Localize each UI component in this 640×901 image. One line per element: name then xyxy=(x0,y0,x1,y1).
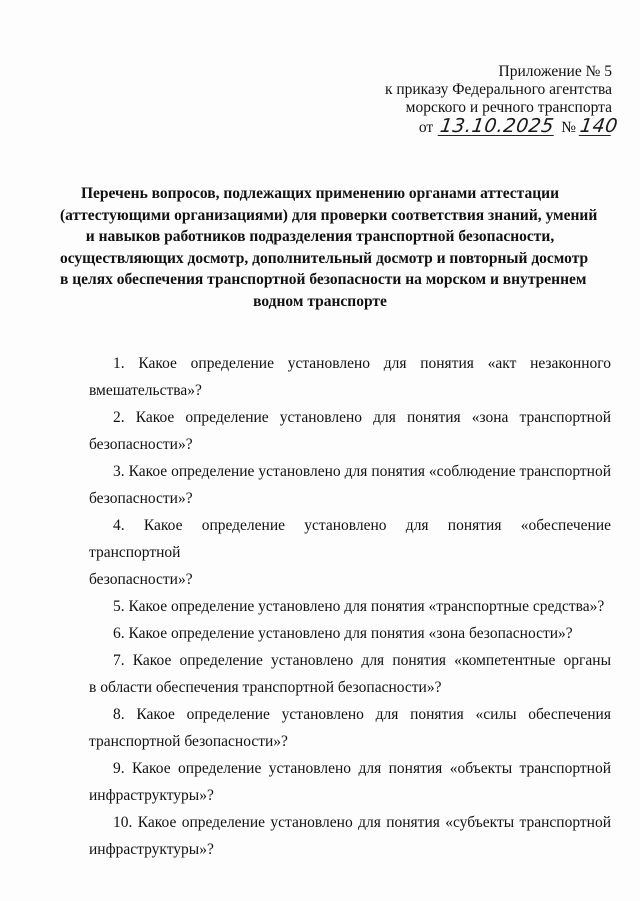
document-title xyxy=(60,183,598,312)
title-line: и навыков работников подразделения транспортной безопасности, xyxy=(85,228,555,245)
appendix-agency: морского и речного транспорта xyxy=(405,99,612,116)
question-text-continued: безопасности»? xyxy=(89,436,193,453)
appendix-header xyxy=(384,63,620,137)
question-text-continued: инфраструктуры»? xyxy=(89,841,214,858)
question-text-continued: вмешательства»? xyxy=(89,382,202,399)
question-text: 3. Какое определение установлено для понятия «соблюдение транспортной xyxy=(113,463,611,480)
question-text-continued: транспортной безопасности»? xyxy=(89,733,288,750)
question-item xyxy=(89,350,611,404)
appendix-order-ref: к приказу Федерального агентства xyxy=(384,81,612,98)
title-line: водном транспорте xyxy=(253,292,387,310)
order-date: 13.10.2025 xyxy=(438,115,556,137)
question-text-continued: безопасности»? xyxy=(89,571,193,588)
questions-list xyxy=(89,350,611,863)
question-item xyxy=(89,647,611,701)
question-text: 1. Какое определение установлено для понятия «акт незаконного xyxy=(113,355,611,372)
title-line: в целях обеспечения транспортной безопасности на морском и внутреннем xyxy=(60,271,587,288)
order-number-label: № xyxy=(561,119,576,136)
question-text-continued: в области обеспечения транспортной безопасности»? xyxy=(89,679,442,696)
question-item xyxy=(89,458,611,512)
question-text: 4. Какое определение установлено для понятия «обеспечение транспортной xyxy=(89,517,611,561)
question-text: 10. Какое определение установлено для понятия «субъекты транспортной xyxy=(113,814,611,831)
question-text: 9. Какое определение установлено для понятия «объекты транспортной xyxy=(113,760,611,777)
question-text-continued: инфраструктуры»? xyxy=(89,787,214,804)
order-from-label: от xyxy=(418,119,434,136)
question-item xyxy=(89,404,611,458)
question-item xyxy=(89,755,611,809)
question-text: 6. Какое определение установлено для понятия «зона безопасности»? xyxy=(113,625,573,642)
question-text: 5. Какое определение установлено для понятия «транспортные средства»? xyxy=(113,598,605,615)
question-text: 8. Какое определение установлено для понятия «силы обеспечения xyxy=(113,706,611,723)
title-line: Перечень вопросов, подлежащих применению органами аттестации xyxy=(80,185,560,202)
question-item xyxy=(89,701,611,755)
question-item xyxy=(89,512,611,593)
question-item xyxy=(89,593,611,620)
appendix-number: Приложение № 5 xyxy=(498,63,612,80)
order-number: 140 xyxy=(578,115,620,137)
question-text: 7. Какое определение установлено для понятия «компетентные органы xyxy=(113,652,611,669)
question-item xyxy=(89,809,611,863)
question-text: 2. Какое определение установлено для понятия «зона транспортной xyxy=(113,409,611,426)
question-text-continued: безопасности»? xyxy=(89,490,193,507)
question-item xyxy=(89,620,611,647)
title-line: осуществляющих досмотр, дополнительный досмотр и повторный досмотр xyxy=(60,249,589,267)
order-date-number-line xyxy=(385,115,620,137)
title-line: (аттестующими организациями) для проверки соответствия знаний, умений xyxy=(60,206,598,224)
